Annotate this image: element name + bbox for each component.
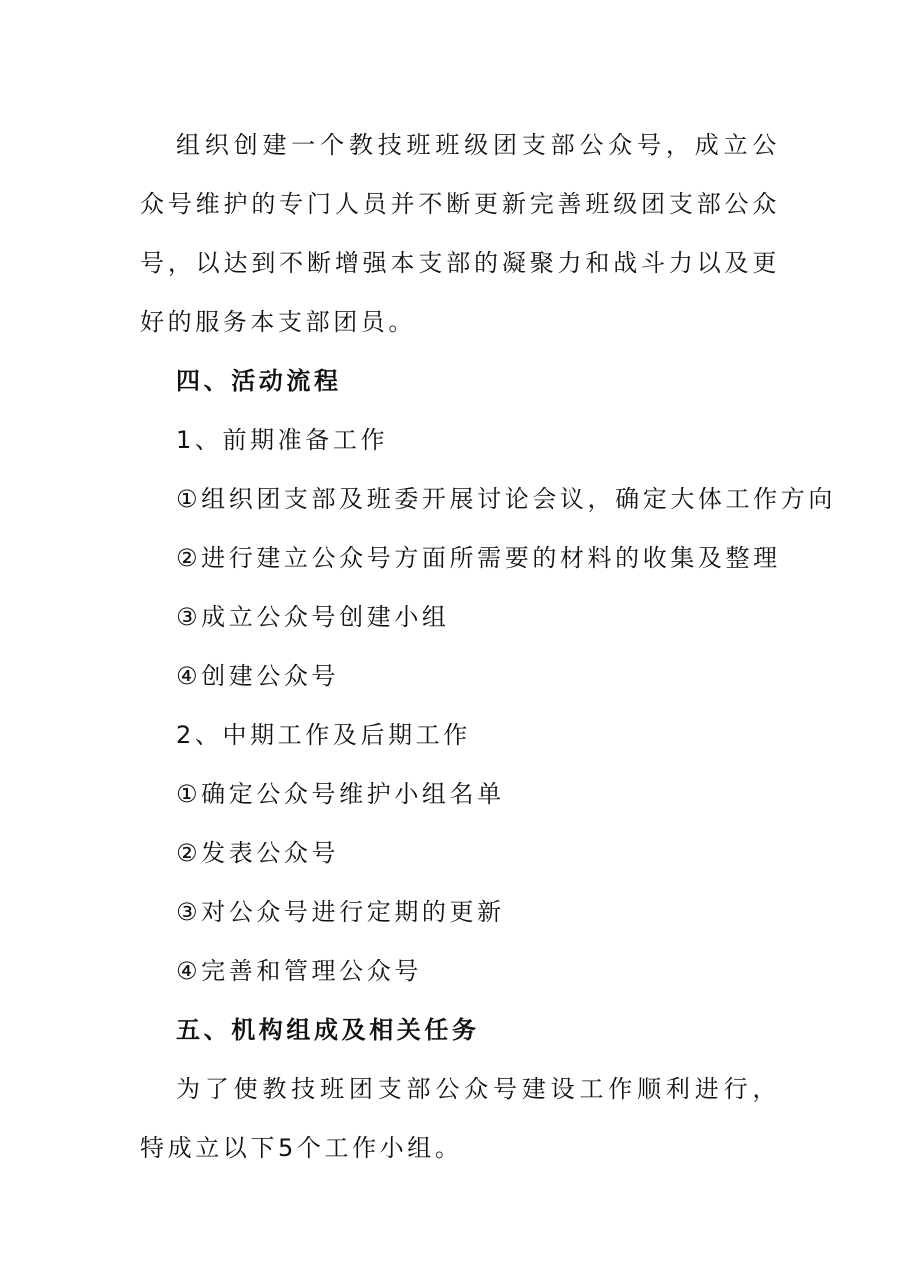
subsection-title-preparation: 1、前期准备工作 bbox=[176, 426, 389, 454]
section-heading-activity-process: 四、活动流程 bbox=[176, 367, 342, 395]
list-item: ①组织团支部及班委开展讨论会议，确定大体工作方向 bbox=[176, 485, 836, 513]
list-item: ④完善和管理公众号 bbox=[176, 957, 422, 985]
list-item: ①确定公众号维护小组名单 bbox=[176, 780, 505, 808]
list-item: ④创建公众号 bbox=[176, 662, 340, 690]
organization-paragraph: 为了使教技班团支部公众号建设工作顺利进行，特成立以下5个工作小组。 bbox=[140, 1075, 780, 1162]
list-item: ②发表公众号 bbox=[176, 839, 340, 867]
intro-paragraph: 组织创建一个教技班班级团支部公众号，成立公众号维护的专门人员并不断更新完善班级团支部公众号，以达到不断增强本支部的凝聚力和战斗力以及更好的服务本支部团员。 bbox=[140, 131, 780, 336]
subsection-title-mid-late-work: 2、中期工作及后期工作 bbox=[176, 721, 471, 749]
section-heading-organization: 五、机构组成及相关任务 bbox=[176, 1016, 480, 1044]
list-item: ②进行建立公众号方面所需要的材料的收集及整理 bbox=[176, 544, 781, 572]
list-item: ③成立公众号创建小组 bbox=[176, 603, 450, 631]
document-body bbox=[140, 116, 836, 1178]
list-item: ③对公众号进行定期的更新 bbox=[176, 898, 505, 926]
